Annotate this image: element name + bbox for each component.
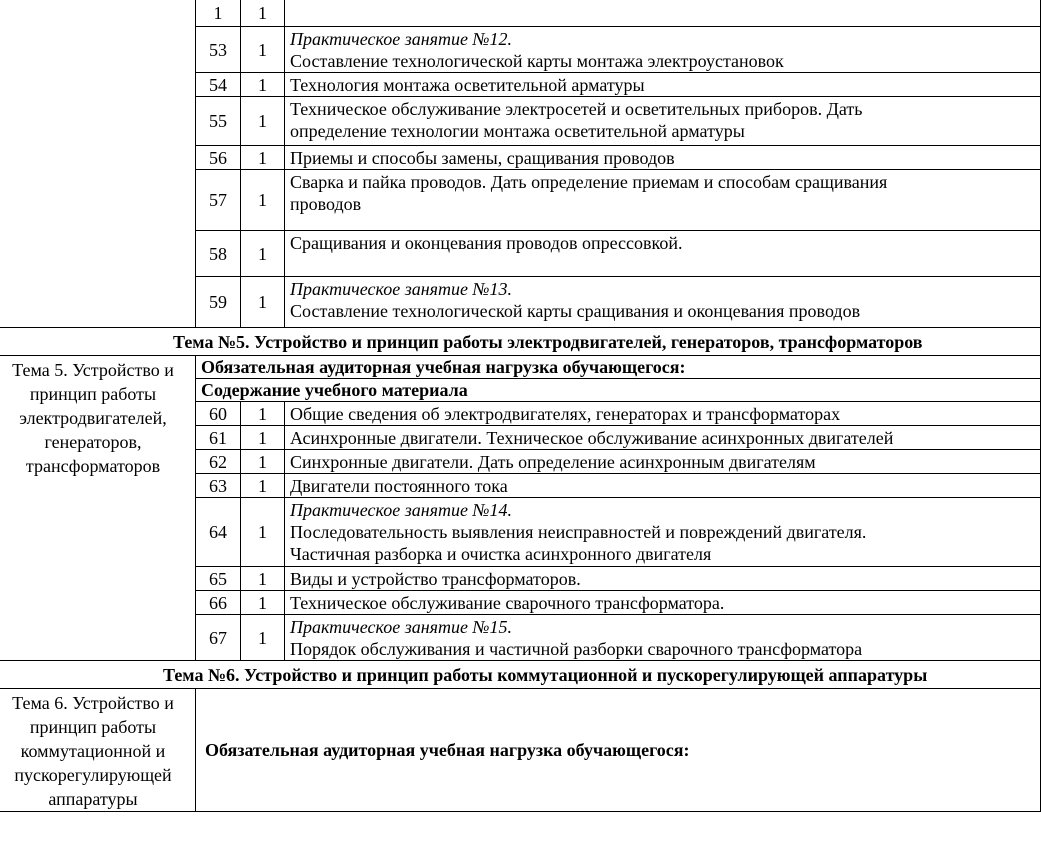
lesson-hours: 1 [241, 97, 285, 146]
practical-lesson-title: Практическое занятие №12. [290, 29, 513, 49]
topic-content-cell [285, 170, 1041, 231]
content-line: Техническое обслуживание сварочного трансформатора. [290, 593, 725, 613]
lesson-number: 64 [196, 498, 241, 567]
content-line: Техническое обслуживание электросетей и осветительных приборов. Дать [290, 99, 863, 119]
empty-topic-cell [0, 0, 196, 328]
lesson-number: 63 [196, 474, 241, 498]
topic-content-cell [285, 231, 1041, 277]
lesson-hours: 1 [241, 0, 285, 27]
topic-5-name: Тема 5. Устройство и принцип работы электродвигателей, генераторов, трансформаторов [0, 356, 196, 661]
lesson-number: 54 [196, 73, 241, 97]
content-line: Последовательность выявления неисправностей и повреждений двигателя. [290, 522, 867, 542]
table-row [0, 0, 1041, 27]
lesson-number: 66 [196, 591, 241, 615]
lesson-hours: 1 [241, 170, 285, 231]
lesson-hours: 1 [241, 73, 285, 97]
topic-content-cell [285, 591, 1041, 615]
topic-6-header: Тема №6. Устройство и принцип работы коммутационной и пускорегулирующей аппаратуры [0, 661, 1041, 689]
mandatory-load-label: Обязательная аудиторная учебная нагрузка обучающегося: [196, 356, 1041, 379]
lesson-hours: 1 [241, 231, 285, 277]
lesson-hours: 1 [241, 402, 285, 426]
topic-content-cell [285, 498, 1041, 567]
content-line: Технология монтажа осветительной арматуры [290, 75, 645, 95]
topic-6-name: Тема 6. Устройство и принцип работы коммутационной и пускорегулирующей аппаратуры [0, 689, 196, 812]
topic-5-header: Тема №5. Устройство и принцип работы электродвигателей, генераторов, трансформаторов [0, 328, 1041, 356]
content-line: Составление технологической карты монтажа электроустановок [290, 51, 784, 71]
lesson-number: 62 [196, 450, 241, 474]
lesson-number: 56 [196, 146, 241, 170]
content-line: Частичная разборка и очистка асинхронного двигателя [290, 544, 712, 564]
lesson-number: 1 [196, 0, 241, 27]
lesson-number: 55 [196, 97, 241, 146]
topic-content-cell [285, 426, 1041, 450]
lesson-hours: 1 [241, 277, 285, 328]
lesson-hours: 1 [241, 474, 285, 498]
lesson-number: 67 [196, 615, 241, 661]
practical-lesson-title: Практическое занятие №15. [290, 617, 513, 637]
lesson-hours: 1 [241, 615, 285, 661]
lesson-hours: 1 [241, 27, 285, 73]
content-line: Двигатели постоянного тока [290, 476, 508, 496]
lesson-number: 61 [196, 426, 241, 450]
topic-content-cell [285, 97, 1041, 146]
content-line: Порядок обслуживания и частичной разборки сварочного трансформатора [290, 639, 863, 659]
practical-lesson-title: Практическое занятие №14. [290, 500, 513, 520]
content-line [290, 1, 1035, 23]
lesson-number: 60 [196, 402, 241, 426]
content-line: определение технологии монтажа осветительной арматуры [290, 121, 745, 141]
content-line: Сварка и пайка проводов. Дать определение приемам и способам сращивания [290, 172, 888, 192]
lesson-hours: 1 [241, 498, 285, 567]
lesson-hours: 1 [241, 567, 285, 591]
content-line: Асинхронные двигатели. Техническое обслуживание асинхронных двигателей [290, 428, 894, 448]
topic-content-cell [285, 73, 1041, 97]
content-line: Приемы и способы замены, сращивания проводов [290, 148, 675, 168]
topic-content-cell [285, 402, 1041, 426]
content-line: Виды и устройство трансформаторов. [290, 569, 581, 589]
lesson-number: 53 [196, 27, 241, 73]
content-line: Сращивания и оконцевания проводов опрессовкой. [290, 233, 683, 253]
lesson-number: 57 [196, 170, 241, 231]
topic-content-cell [285, 450, 1041, 474]
topic-content-cell [285, 277, 1041, 328]
mandatory-load-label: Обязательная аудиторная учебная нагрузка обучающегося: [196, 689, 1041, 812]
topic-content-cell [285, 146, 1041, 170]
practical-lesson-title: Практическое занятие №13. [290, 279, 513, 299]
lesson-hours: 1 [241, 450, 285, 474]
topic-content-cell [285, 615, 1041, 661]
content-label: Содержание учебного материала [196, 379, 1041, 402]
lesson-number: 59 [196, 277, 241, 328]
content-line: проводов [290, 194, 362, 214]
content-line: Общие сведения об электродвигателях, генераторах и трансформаторах [290, 404, 841, 424]
topic-content-cell [285, 474, 1041, 498]
content-line: Составление технологической карты сращивания и оконцевания проводов [290, 301, 861, 321]
lesson-number: 65 [196, 567, 241, 591]
topic-content-cell [285, 27, 1041, 73]
lesson-hours: 1 [241, 146, 285, 170]
lesson-number: 58 [196, 231, 241, 277]
topic-content-cell [285, 567, 1041, 591]
lesson-hours: 1 [241, 591, 285, 615]
content-line: Синхронные двигатели. Дать определение асинхронным двигателям [290, 452, 816, 472]
lesson-hours: 1 [241, 426, 285, 450]
topic-content-cell [285, 0, 1041, 27]
topic-header-row [0, 661, 1041, 689]
topic-header-row [0, 328, 1041, 356]
